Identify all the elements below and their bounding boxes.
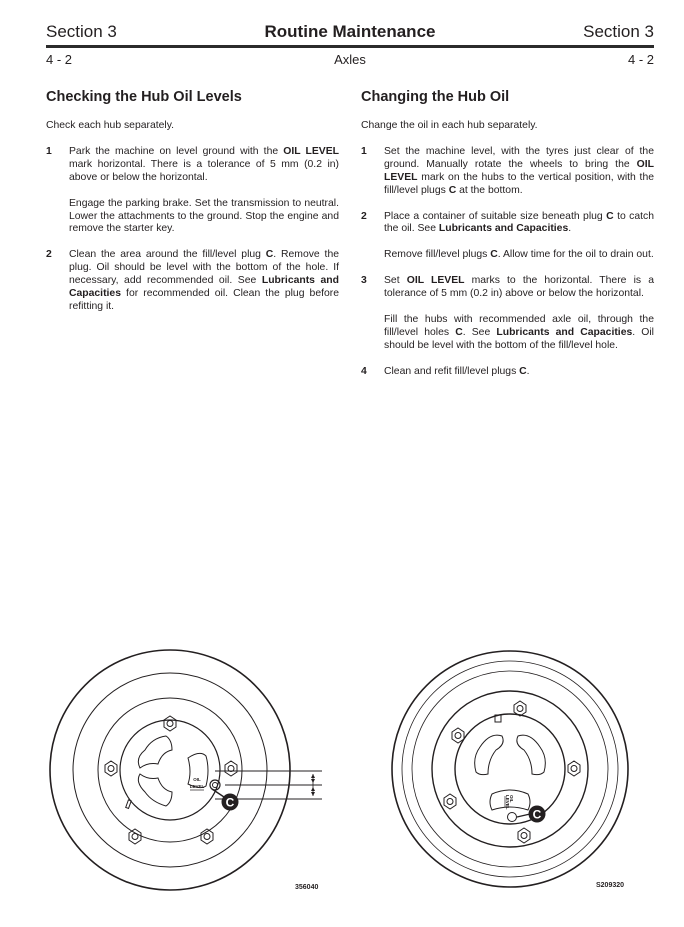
hub-cutout xyxy=(138,774,172,806)
wheel-nut xyxy=(164,716,176,731)
section-heading: Checking the Hub Oil Levels xyxy=(46,89,242,105)
step-number: 2 xyxy=(46,249,52,261)
level-label: LEVEL xyxy=(189,784,205,789)
step-number: 1 xyxy=(46,145,52,157)
hub-drawing xyxy=(360,632,660,900)
hub-cutout xyxy=(138,736,172,768)
checking-hub-oil-section xyxy=(46,88,339,327)
emphasis-text: OIL LEVEL xyxy=(283,145,339,157)
callout-c-label: C xyxy=(532,807,542,822)
step-number: 3 xyxy=(361,275,367,287)
figure-reference: 356040 xyxy=(295,884,319,891)
step-paragraph: Engage the parking brake. Set the transmission to neutral. Lower the attachments to the ground. Stop the engine and remove the starter key. xyxy=(69,197,339,235)
emphasis-text: OIL LEVEL xyxy=(406,275,465,287)
step-paragraph: Clean the area around the fill/level plug C. Remove the plug. Oil should be level with the bottom of the hole. If necessary, add recommended oil. See Lubricants and Capacities for recommended oil. Clean the plug before refitting it. xyxy=(69,249,339,312)
page-number-right: 4 - 2 xyxy=(627,52,654,67)
step-paragraph: Park the machine on level ground with the OIL LEVEL mark horizontal. There is a tolerance of 5 mm (0.2 in) above or below the horizontal. xyxy=(69,145,339,183)
step-item xyxy=(46,249,339,314)
oil-label: OIL xyxy=(193,777,201,782)
tyre-outer-ring xyxy=(50,650,290,890)
emphasis-text: Lubricants and Capacities xyxy=(438,223,569,235)
hub-drawing xyxy=(40,640,340,900)
emphasis-text: OIL LEVEL xyxy=(384,158,654,183)
rim-ring xyxy=(73,673,267,867)
page-header xyxy=(46,22,654,44)
section-intro: Check each hub separately. xyxy=(46,120,175,131)
step-paragraph: Set OIL LEVEL marks to the horizontal. There is a tolerance of 5 mm (0.2 in) above or below the horizontal. xyxy=(384,275,654,300)
figure-reference: S209320 xyxy=(596,882,625,889)
step-number: 1 xyxy=(361,145,367,157)
page-subheader xyxy=(46,52,654,68)
tyre-inner-ring xyxy=(402,661,618,877)
emphasis-text: Lubricants and Capacities xyxy=(69,275,339,300)
step-item xyxy=(361,275,654,353)
callout-leader xyxy=(517,814,530,817)
steps-list xyxy=(361,146,654,379)
hub-flange xyxy=(120,720,220,820)
wheel-nut xyxy=(514,701,526,716)
oil-label: OIL xyxy=(509,795,514,803)
level-label: LEVEL xyxy=(505,795,510,810)
wheel-nut xyxy=(105,761,117,776)
callout-c-label: C xyxy=(225,795,235,810)
page-title: Routine Maintenance xyxy=(264,22,436,41)
section-label-right: Section 3 xyxy=(583,22,654,41)
step-item xyxy=(361,211,654,263)
wheel-nut xyxy=(452,728,464,743)
steps-list xyxy=(46,146,339,314)
emphasis-text: C xyxy=(448,184,457,196)
wheel-nut xyxy=(129,829,141,844)
emphasis-text: C xyxy=(265,249,274,261)
step-paragraph: Remove fill/level plugs C. Allow time for the oil to drain out. xyxy=(384,249,654,261)
section-label-left: Section 3 xyxy=(46,22,117,41)
wheel-nut xyxy=(518,828,530,843)
section-intro: Change the oil in each hub separately. xyxy=(361,120,538,131)
step-paragraph: Fill the hubs with recommended axle oil, through the fill/level holes C. See Lubricants and Capacities. Oil should be level with the bottom of the fill/level hole. xyxy=(384,314,654,351)
step-paragraph: Set the machine level, with the tyres just clear of the ground. Manually rotate the wheels to bring the OIL LEVEL mark on the hubs to the vertical position, with the fill/level plugs C at the bottom. xyxy=(384,145,654,196)
emphasis-text: Lubricants and Capacities xyxy=(496,326,633,338)
hub-diagram-horizontal xyxy=(40,640,340,900)
fill-level-plug xyxy=(508,813,517,822)
emphasis-text: C xyxy=(606,210,614,222)
emphasis-text: C xyxy=(490,249,498,261)
hub-cutout xyxy=(517,735,545,775)
header-rule xyxy=(46,45,654,48)
step-item xyxy=(46,146,339,236)
page-number-left: 4 - 2 xyxy=(46,52,73,67)
wheel-nut xyxy=(444,794,456,809)
hub-diagram-vertical xyxy=(360,632,660,900)
step-paragraph: Clean and refit fill/level plugs C. xyxy=(384,365,530,377)
step-paragraph: Place a container of suitable size beneath plug C to catch the oil. See Lubricants and Capacities. xyxy=(384,210,654,235)
step-number: 2 xyxy=(361,210,367,222)
rim-ring xyxy=(412,671,608,867)
section-heading: Changing the Hub Oil xyxy=(361,89,510,105)
step-item xyxy=(361,366,654,379)
fill-level-plug xyxy=(210,780,220,790)
emphasis-text: C xyxy=(455,326,463,338)
tyre-outer-ring xyxy=(392,651,628,887)
step-item xyxy=(361,146,654,198)
emphasis-text: C xyxy=(519,365,527,377)
step-number: 4 xyxy=(361,365,367,377)
wheel-nut xyxy=(225,761,237,776)
hub-cutout xyxy=(475,735,503,775)
hub-cutout xyxy=(188,753,208,787)
page-subtitle: Axles xyxy=(334,52,366,67)
changing-hub-oil-section xyxy=(361,88,654,392)
fill-level-plug-inner xyxy=(213,783,218,788)
wheel-nut xyxy=(568,761,580,776)
